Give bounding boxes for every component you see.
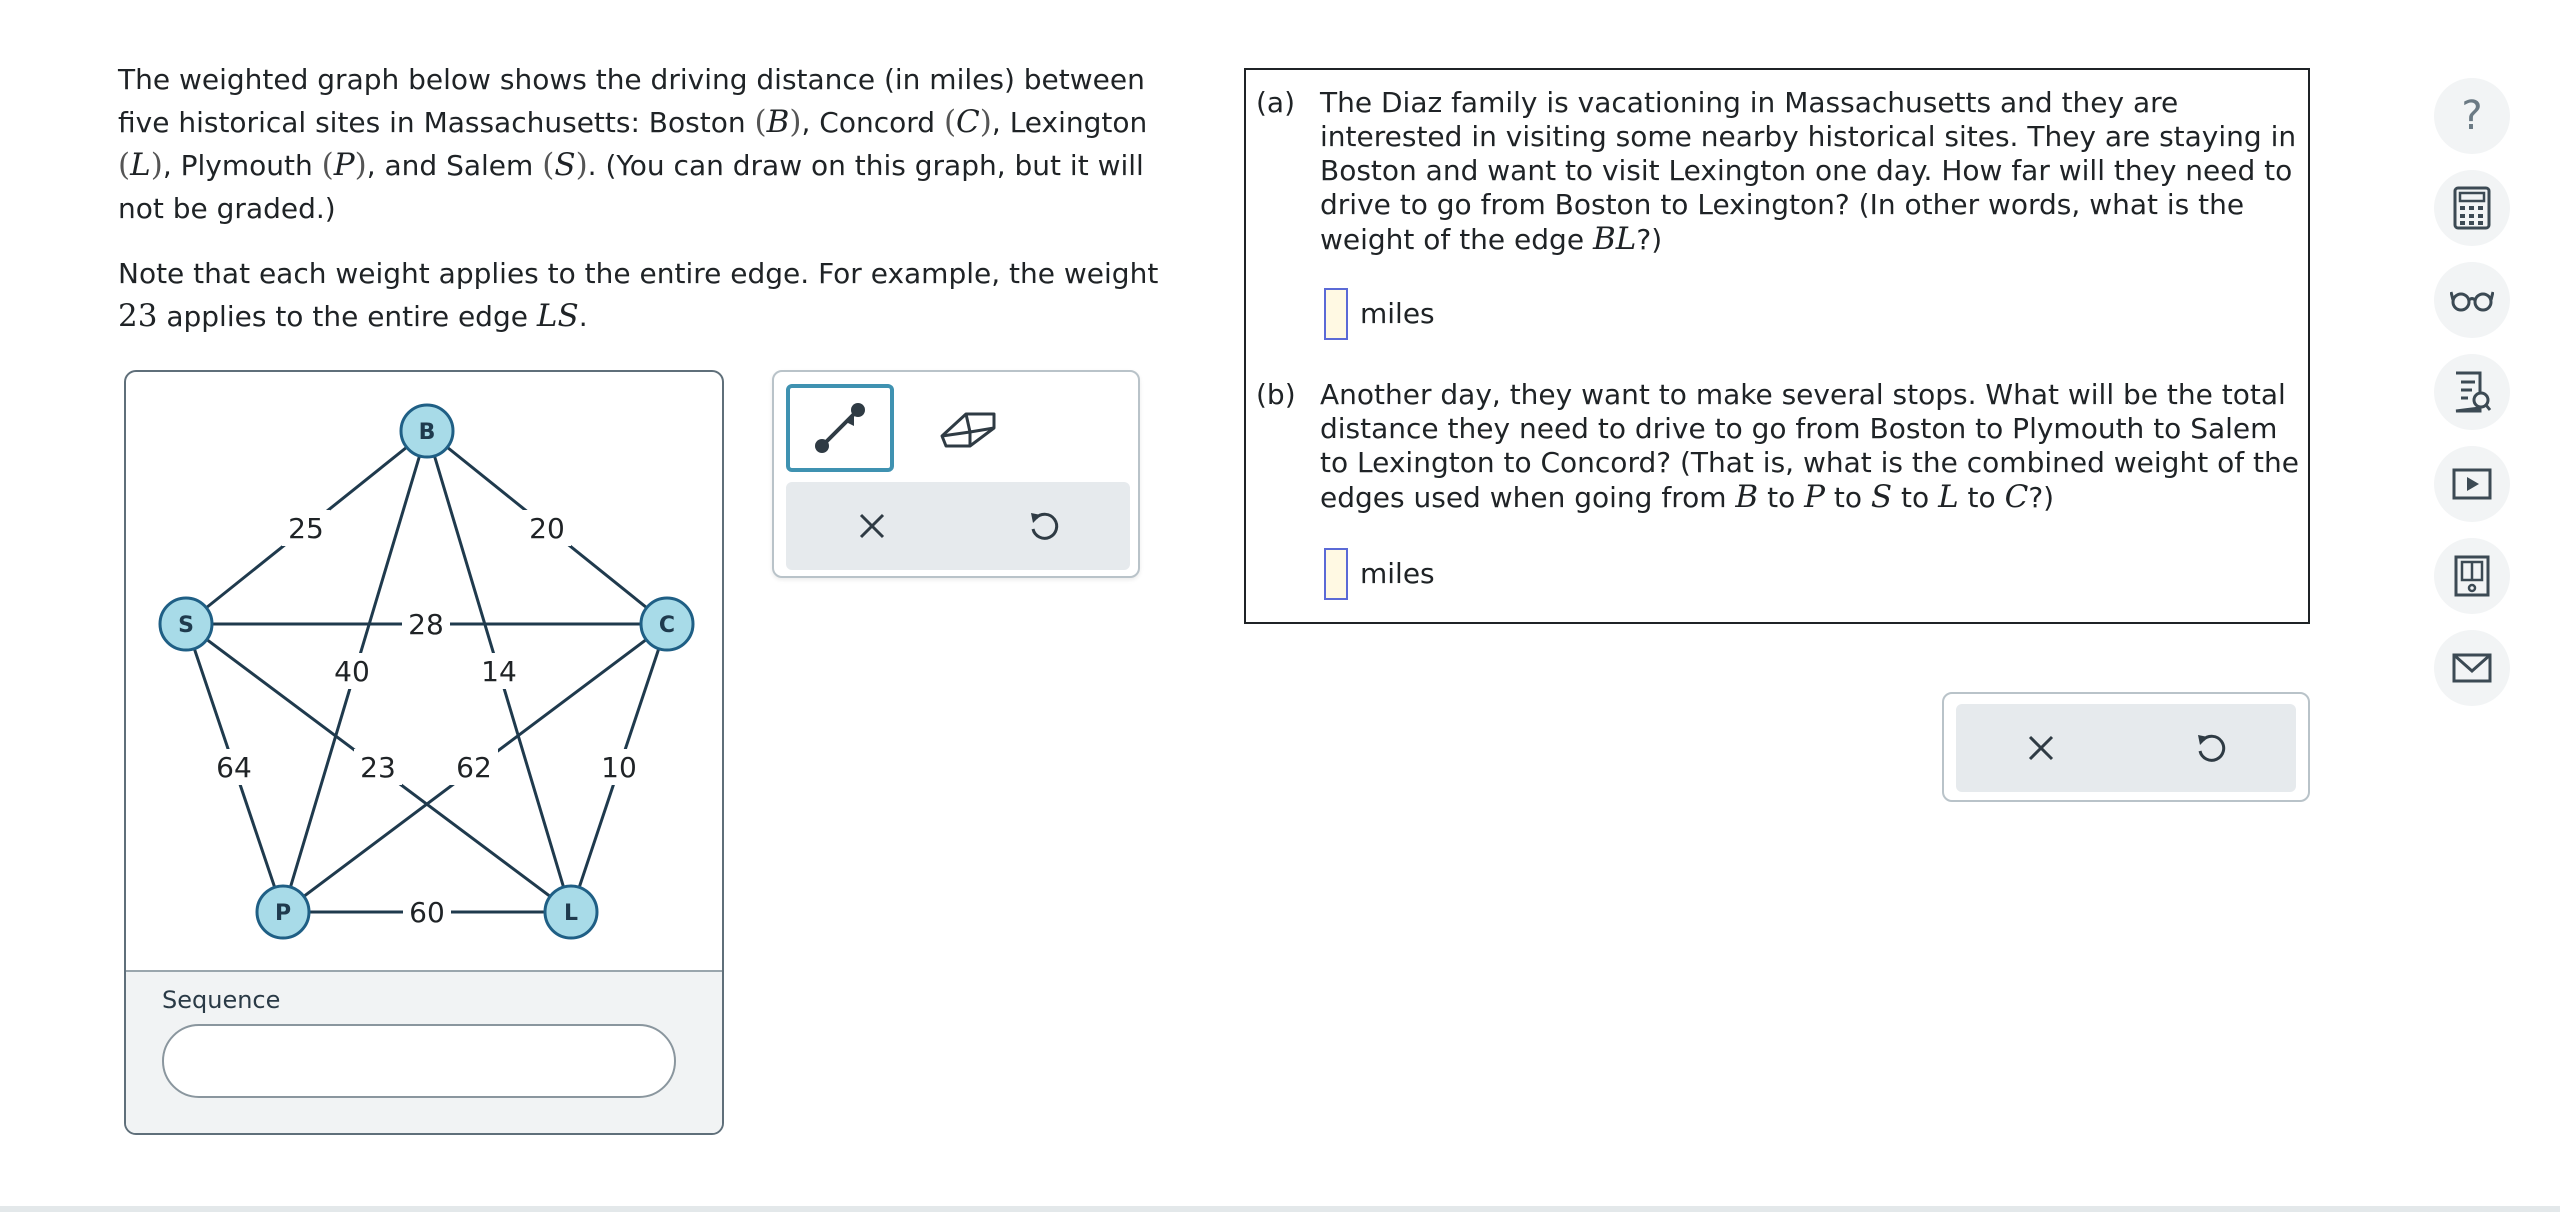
question-text: to [1758,481,1805,514]
math-var: S [1870,479,1893,515]
edge-weight-PL: 60 [409,896,445,929]
glasses-button[interactable] [2434,262,2510,338]
math-var: B [1735,479,1759,515]
close-icon [857,511,887,541]
graph-node-label-L: L [563,901,579,926]
intro-text: , Concord [801,106,944,139]
question-text: to [1958,481,2005,514]
line-segment-icon [810,398,870,458]
intro-paragraph-1 [118,58,1198,230]
weighted-graph[interactable] [126,372,722,970]
question-b-tag: (b) [1256,378,1296,411]
help-icon: ? [2461,93,2483,139]
answer-action-bar [1956,704,2296,792]
paren: ( [943,104,957,140]
intro-text: , Plymouth [162,149,322,182]
video-button[interactable] [2434,446,2510,522]
notes-icon [2452,370,2492,414]
paren: ) [354,147,367,183]
math-var-boston: B [766,104,790,140]
graph-node-label-S: S [178,613,194,638]
math-edge-bl: BL [1592,221,1637,257]
edge-weight-SP: 64 [216,751,252,784]
paren: ( [321,147,334,183]
edge-weight-BL: 14 [481,655,517,688]
question-text: ?) [2028,481,2055,514]
undo-graph-button[interactable] [958,482,1130,570]
paren: ( [542,147,555,183]
intro-text: The weighted graph below shows the driving distance (in miles) between five historical sites in Massachusetts: Boston [118,63,1145,139]
math-var-salem: S [554,147,576,183]
intro-text: . [578,300,588,333]
paren: ( [754,104,767,140]
clear-graph-button[interactable] [786,482,958,570]
notes-button[interactable] [2434,354,2510,430]
problem-intro [118,58,1198,360]
edge-weight-BS: 25 [288,512,324,545]
math-var-concord: C [956,104,980,140]
sequence-section [126,970,722,1135]
intro-text: , Lexington [991,106,1148,139]
paren: ) [575,147,588,183]
graph-action-bar [786,482,1130,570]
paren: ( [118,147,131,183]
intro-text: , and Salem [366,149,543,182]
math-var: P [1804,479,1825,515]
drawing-toolbar [772,370,1140,578]
intro-text: applies to the entire edge [157,300,537,333]
edge-weight-BP: 40 [334,655,370,688]
edge-weight-PC: 62 [456,751,492,784]
question-a-text [1320,86,2300,257]
paren: ) [789,104,802,140]
answer-b-input[interactable] [1324,548,1348,600]
math-weight: 23 [118,298,158,334]
question-text: to [1892,481,1939,514]
answer-b-row [1324,548,1435,600]
answer-a-unit: miles [1360,297,1435,330]
math-var-lexington: L [130,147,151,183]
math-var: L [1938,479,1959,515]
calculator-icon [2452,186,2492,230]
eraser-tool-button[interactable] [914,384,1022,472]
mail-button[interactable] [2434,630,2510,706]
question-text: The Diaz family is vacationing in Massachusetts and they are interested in visiting some nearby historical sites. They are staying in Boston and want to visit Lexington one day. How far will they need to drive to go from Boston to Lexington? (In other words, what is the weight of the edge [1320,86,2297,256]
intro-text: Note that each weight applies to the entire edge. For example, the weight [118,257,1159,290]
question-text: to [1824,481,1871,514]
sequence-input[interactable] [162,1024,676,1098]
question-b-text [1320,378,2300,515]
glasses-icon [2450,288,2494,312]
undo-icon [2194,731,2228,765]
edge-weight-SC: 28 [408,608,444,641]
help-button[interactable] [2434,78,2510,154]
edge-weight-BC: 20 [529,512,565,545]
question-text: ?) [1636,223,1663,256]
answer-a-input[interactable] [1324,288,1348,340]
paren: ) [979,104,992,140]
undo-icon [1027,509,1061,543]
graph-node-label-C: C [658,613,676,638]
close-icon [2026,733,2056,763]
graph-panel [124,370,724,1135]
math-edge: LS [536,298,579,334]
answer-action-panel [1942,692,2310,802]
clear-answers-button[interactable] [1956,704,2126,792]
calculator-button[interactable] [2434,170,2510,246]
bottom-rule [0,1206,2560,1212]
intro-paragraph-2 [118,252,1198,338]
graph-node-label-P: P [274,901,292,926]
edge-weight-CL: 10 [601,751,637,784]
line-tool-button[interactable] [786,384,894,472]
textbook-button[interactable] [2434,538,2510,614]
paren: ) [150,147,163,183]
graph-node-label-B: B [418,420,436,445]
edge-weight-SL: 23 [360,751,396,784]
textbook-icon [2452,554,2492,598]
mail-icon [2452,653,2492,683]
question-text: Another day, they want to make several stops. What will be the total distance they need to drive to go from Boston to Plymouth to Salem to Lexington to Concord? (That is, what is the combined weight of the edges used when going from [1320,378,2299,514]
question-a-tag: (a) [1256,86,1296,119]
intro-text: . (You can draw on this graph, but it will not be graded.) [118,149,1144,225]
math-var-plymouth: P [333,147,355,183]
questions-box [1244,68,2310,624]
answer-b-unit: miles [1360,557,1435,590]
video-icon [2452,468,2492,500]
graph-drawing-area[interactable] [126,372,722,970]
answer-a-row [1324,288,1435,340]
sequence-label: Sequence [162,986,281,1014]
eraser-icon [936,406,1000,450]
math-var: C [2004,479,2029,515]
undo-answers-button[interactable] [2126,704,2296,792]
